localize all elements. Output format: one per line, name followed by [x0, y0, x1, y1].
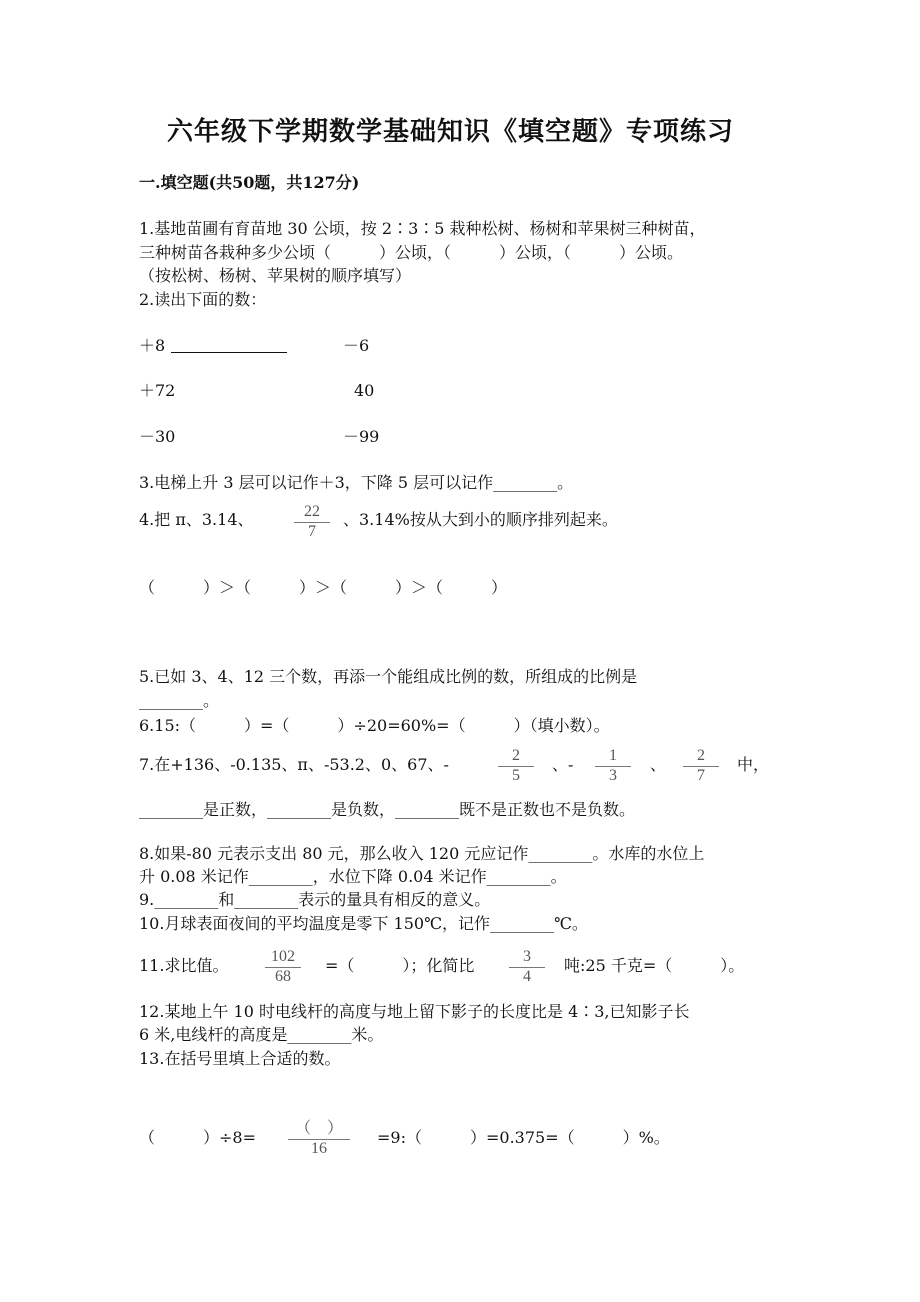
question-4-part-2: 、3.14%按从大到小的顺序排列起来。: [343, 510, 618, 529]
fraction: [294, 503, 330, 541]
question-9-text: 9.________和________表示的量具有相反的意义。: [139, 890, 491, 909]
number-item: 40: [354, 381, 375, 400]
answer-underline: [171, 352, 287, 353]
fraction: [509, 948, 545, 986]
number-item: ＋72: [139, 381, 176, 400]
question-6-text: 6.15:（ ）=（ ）÷20=60%=（ ）（填小数）。: [139, 716, 610, 735]
number-item: －30: [139, 427, 176, 446]
question-7-line-2: ________是正数，________是负数，________既不是正数也不是负数。: [139, 800, 636, 819]
question-11-part-2: =（ ）；化简比: [325, 956, 475, 975]
number-item: －99: [343, 427, 380, 446]
page-title: 六年级下学期数学基础知识《填空题》专项练习: [167, 117, 735, 147]
question-10-text: 10.月球表面夜间的平均温度是零下 150℃，记作________℃。: [139, 914, 588, 933]
question-13-part-2: =9:（ ）=0.375=（ ）%。: [377, 1128, 670, 1147]
question-1-line-3: （按松树、杨树、苹果树的顺序填写）: [139, 266, 412, 285]
fraction-numerator: 2: [498, 747, 534, 767]
question-11-part-1: 11.求比值。: [139, 956, 229, 975]
fraction-denominator: 7: [697, 767, 705, 784]
question-3-text: 3.电梯上升 3 层可以记作＋3，下降 5 层可以记作________。: [139, 473, 574, 492]
fraction: [265, 948, 301, 986]
fraction-numerator: 1: [595, 747, 631, 767]
fraction: [288, 1120, 350, 1158]
question-1-line-1: 1.基地苗圃有育苗地 30 公顷，按 2∶3∶5 栽种松树、杨树和苹果树三种树苗，: [139, 219, 706, 238]
question-11-part-3: 吨:25 千克=（ ）。: [564, 956, 745, 975]
question-7-separator: 、: [650, 755, 667, 774]
fraction-denominator: 3: [609, 767, 617, 784]
question-5-line-2: ________。: [139, 691, 220, 710]
question-7-separator: 、-: [552, 755, 574, 774]
fraction-denominator: 7: [308, 523, 316, 540]
fraction-numerator: 3: [509, 948, 545, 968]
fraction-denominator: 68: [275, 968, 291, 985]
question-4-part-1: 4.把 π、3.14、: [139, 510, 254, 529]
fraction: [595, 747, 631, 785]
fraction-numerator: 102: [265, 948, 301, 968]
number-item: ＋8: [139, 336, 166, 355]
number-item: －6: [343, 336, 370, 355]
fraction: [683, 747, 719, 785]
question-13-part-1: （ ）÷8=: [139, 1128, 256, 1147]
fraction-denominator: 4: [523, 968, 531, 985]
question-2-text: 2.读出下面的数：: [139, 290, 267, 309]
question-8-line-2: 升 0.08 米记作________，水位下降 0.04 米记作________。: [139, 867, 567, 886]
question-8-line-1: 8.如果-80 元表示支出 80 元，那么收入 120 元应记作________。水库的水位上: [139, 844, 705, 863]
question-12-line-1: 12.某地上午 10 时电线杆的高度与地上留下影子的长度比是 4∶3,已知影子长: [139, 1002, 690, 1021]
question-12-line-2: 6 米,电线杆的高度是________米。: [139, 1025, 384, 1044]
fraction-numerator: 22: [294, 503, 330, 523]
fraction-denominator: 5: [512, 767, 520, 784]
question-7-part-1: 7.在+136、-0.135、π、-53.2、0、67、-: [139, 755, 449, 774]
section-heading: 一.填空题(共50题，共127分): [139, 173, 360, 192]
fraction: [498, 747, 534, 785]
question-5-line-1: 5.已如 3、4、12 三个数，再添一个能组成比例的数，所组成的比例是: [139, 667, 638, 686]
question-1-line-2: 三种树苗各栽种多少公顷（ ）公顷，（ ）公顷，（ ）公顷。: [139, 243, 684, 262]
question-4-blanks: （ ）＞（ ）＞（ ）＞（ ）: [139, 578, 508, 597]
question-13-text: 13.在括号里填上合适的数。: [139, 1049, 341, 1068]
fraction-denominator: 16: [311, 1140, 327, 1157]
fraction-numerator: （ ）: [288, 1120, 350, 1140]
question-7-part-2: 中，: [737, 755, 770, 774]
fraction-numerator: 2: [683, 747, 719, 767]
